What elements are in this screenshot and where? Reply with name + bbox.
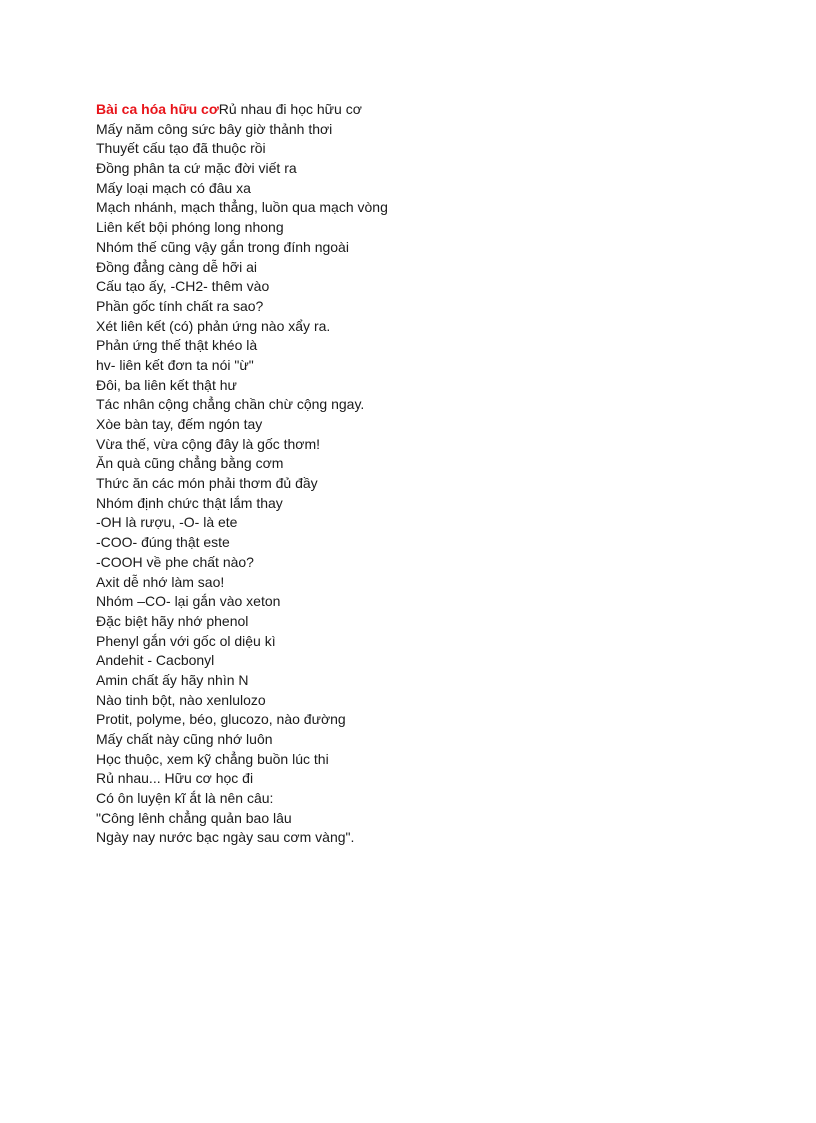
poem-line: -COO- đúng thật este [96,534,230,551]
poem-line: Phenyl gắn với gốc ol diệu kì [96,632,276,649]
poem-line: Mạch nhánh, mạch thẳng, luồn qua mạch vòng [96,199,388,216]
poem-line-text: Rủ nhau đi học hữu cơ [218,101,362,117]
poem-line: Nhóm thế cũng vậy gắn trong đính ngoài [96,238,349,255]
poem-line: Nhóm –CO- lại gắn vào xeton [96,593,281,610]
poem-line: Rủ nhau... Hữu cơ học đi [96,770,254,787]
poem-line: Cấu tạo ấy, -CH2- thêm vào [96,278,270,295]
poem-line: Ngày nay nước bạc ngày sau cơm vàng". [96,829,355,846]
poem-line: Tác nhân cộng chẳng chần chừ cộng ngay. [96,396,365,413]
poem-line: Thuyết cấu tạo đã thuộc rồi [96,140,266,157]
poem-line: Đồng phân ta cứ mặc đời viết ra [96,160,297,177]
poem-line: Xét liên kết (có) phản ứng nào xẩy ra. [96,317,331,334]
poem-line [96,100,776,120]
poem-line: Mấy năm công sức bây giờ thảnh thơi [96,120,333,137]
poem-line: Amin chất ấy hãy nhìn N [96,671,249,688]
poem-line: Phản ứng thế thật khéo là [96,337,258,354]
poem-line: Có ôn luyện kĩ ắt là nên câu: [96,790,274,807]
poem-line: Axit dễ nhớ làm sao! [96,573,225,590]
poem-line: -COOH về phe chất nào? [96,553,254,570]
poem-line: Mấy chất này cũng nhớ luôn [96,731,273,747]
poem-title: Bài ca hóa hữu cơ [96,101,219,117]
poem-line: Nào tinh bột, nào xenlulozo [96,691,266,708]
poem-body [96,100,776,848]
poem-line: Đôi, ba liên kết thật hư [96,376,237,393]
poem-line: Thức ăn các món phải thơm đủ đầy [96,475,318,492]
poem-line: Mấy loại mạch có đâu xa [96,179,251,196]
poem-line: -OH là rượu, -O- là ete [96,514,238,531]
poem-line: Vừa thế, vừa cộng đây là gốc thơm! [96,435,321,452]
poem-line: Liên kết bội phóng long nhong [96,219,284,236]
poem-line: Học thuộc, xem kỹ chẳng buồn lúc thi [96,750,329,767]
poem-line: Ăn quà cũng chẳng bằng cơm [96,455,284,472]
poem-line: Nhóm định chức thật lắm thay [96,494,283,511]
poem-line: Protit, polyme, béo, glucozo, nào đường [96,711,346,728]
poem-line: hv- liên kết đơn ta nói "ừ" [96,356,254,373]
poem-line: "Công lênh chẳng quản bao lâu [96,809,292,826]
poem-line: Xòe bàn tay, đếm ngón tay [96,416,263,432]
poem-line: Đặc biệt hãy nhớ phenol [96,612,249,629]
poem-line: Andehit - Cacbonyl [96,652,215,669]
poem-line: Đồng đẳng càng dễ hỡi ai [96,258,257,275]
poem-line: Phần gốc tính chất ra sao? [96,297,264,314]
